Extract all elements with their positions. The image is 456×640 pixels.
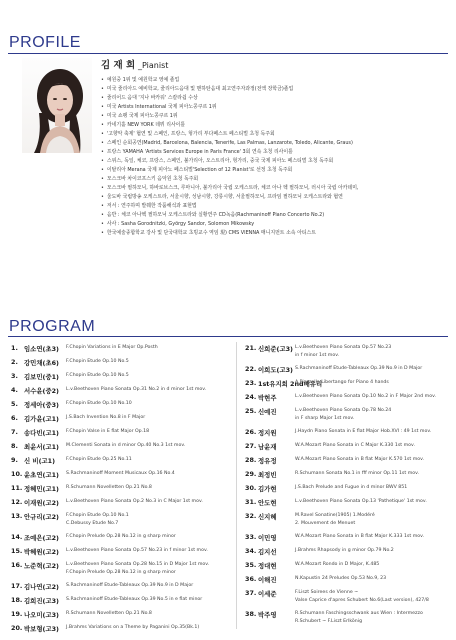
performer-name: 노준혁(고2) — [24, 562, 59, 570]
performer-name: 강민채(초6) — [24, 359, 59, 367]
performer-name: 정혜민(고1) — [24, 485, 59, 493]
piece-title: J.S.Bach Invention No.8 in F Major — [66, 415, 146, 420]
piece-title: R.Schumann Faschingsschwank aus Wien : Intermezzo — [295, 611, 423, 616]
piece-title: Valse Caprice d'apres Schubert No.6(Last version), 427/8 — [295, 598, 429, 603]
performer-name: 이해진 — [258, 576, 277, 584]
entry-number: 27. — [245, 442, 257, 450]
bio-item: • 음반 : 체코 아나헥 필하모닉 오케스트라와 실황연주 CD녹음(Rachmaninoff Piano Concerto No.2) — [101, 211, 451, 220]
performer-name: 박주영 — [258, 611, 277, 619]
program-right-column — [245, 344, 450, 634]
program-divider — [8, 336, 448, 337]
entry-number: 23. — [245, 379, 257, 387]
piece-title: F.Chopin Etude Op.10 No.5 — [66, 373, 129, 378]
piece-title: S.Rachmaninoff Etude-Tableaux Op.39 No.5 in e flat minor — [66, 597, 203, 602]
performer-name: 조예은(고2) — [24, 534, 59, 542]
piece-title: J.Haydn Piano Sonata in E flat Major Hob.XVI : 49 1st mov. — [295, 429, 432, 434]
entry-number: 24. — [245, 393, 257, 401]
bio-item: • 카네기홀 NEW YORK 데뷔 리사이틀 — [101, 121, 451, 130]
entry-number: 12. — [11, 498, 23, 506]
piece-title: N.Kapustin 24 Preludes Op.53 No.9, 23 — [295, 576, 387, 581]
piece-title: F.Chopin Variations in E Major Op.Posth — [66, 345, 158, 350]
entry-number: 35. — [245, 561, 257, 569]
performer-name: 김보민(중1) — [24, 373, 59, 381]
piece-title: S.Rachmaninoff Etude-Tableaux Op.39 No.9 in D Major — [66, 583, 194, 588]
performer-name: 서수윤(중2) — [24, 387, 59, 395]
performer-name: 박혜원(고2) — [24, 548, 59, 556]
entry-number: 31. — [245, 498, 257, 506]
piece-title: L.v.Beethoven Piano Sonata Op.31 No.2 in d minor 1st mov. — [66, 387, 207, 392]
entry-number: 8. — [11, 442, 18, 450]
piece-title: W.A.Mozart Piano Sonata in B flat Major K.333 1st mov. — [295, 534, 425, 539]
profile-divider — [8, 53, 448, 54]
piece-title: L.v.Beethoven Piano Sonata Op.28 No.15 in D Major 1st mov. — [66, 562, 210, 567]
piece-title: L.v.Beethoven Piano Sonata Op.10 No.2 in F Major 2nd mov. — [295, 394, 436, 399]
entry-number: 4. — [11, 386, 18, 394]
performer-name: 나오미(고3) — [24, 611, 59, 619]
piece-title: F.Liszt Soirees de Vienne ~ — [295, 590, 359, 595]
piece-title: W.A.Mozart Piano Sonata in C Major K.330 1st mov. — [295, 443, 415, 448]
program-left-column — [11, 344, 231, 634]
bio-item: • 프랑스 YAMAHA 'Artists Services Europe in Paris France' 3회 연속 초청 리사이틀 — [101, 148, 451, 157]
bio-item: • 사사 : Sasha Gorodnitzki, György Sandor, Solomon Mikowsky — [101, 220, 451, 229]
performer-name: 신지혜 — [258, 513, 277, 521]
entry-number: 33. — [245, 533, 257, 541]
performer-name: 신희준(고3) — [258, 345, 293, 353]
entry-number: 34. — [245, 547, 257, 555]
piece-title: F.Chopin Prelude Op.28 No.12 in g sharp minor — [66, 534, 176, 539]
entry-number: 11. — [11, 484, 23, 492]
role-text: _Pianist — [138, 61, 169, 70]
piece-title: S.Rachmaninoff Moment Musicaux Op.16 No.4 — [66, 471, 175, 476]
piece-title: R.Schumann Sonata No.1 in fff minor Op.11 1st mov. — [295, 471, 420, 476]
performer-name: 이민영 — [258, 534, 277, 542]
piece-title: R.Schumann Novelletten Op.21 No.8 — [66, 485, 152, 490]
piece-title: J.S.Bach Prelude and Fugue in d minor BWV 851 — [295, 485, 408, 490]
pianist-name — [101, 57, 168, 71]
piece-title: in F sharp Major 1st mov. — [295, 416, 355, 421]
entry-number: 15. — [11, 547, 23, 555]
entry-number: 36. — [245, 575, 257, 583]
piece-title: 2. Mouvement de Menuet — [295, 521, 356, 526]
piece-title: C.Debussy Etude No.7 — [66, 521, 119, 526]
performer-name: 이세준 — [258, 590, 277, 598]
piece-title: F.Chopin Valse in E flat Major Op.18 — [66, 429, 150, 434]
entry-number: 6. — [11, 414, 18, 422]
piece-title: L.v.Beethoven Piano Sonata Op.57 No.23 in f minor 1st mov. — [66, 548, 208, 553]
performer-name: 안도현 — [258, 499, 277, 507]
performer-name: 송다빈(고1) — [24, 429, 59, 437]
biography-list — [101, 76, 451, 238]
performer-name: 안규리(고2) — [24, 513, 59, 521]
performer-name: 김지선 — [258, 548, 277, 556]
piece-title: W.A.Mozart Rondo in D Major, K.485 — [295, 562, 380, 567]
bio-item: • '고향악 축제' 협연 및 스페인, 프랑스, 헝가리 부다페스트 페스티벌 초청 독주회 — [101, 130, 451, 139]
piece-title: R.Schumann Novelletten Op.21 No.8 — [66, 611, 152, 616]
piece-title: M.Ravel Sonatine(1905) 1.Modéré — [295, 513, 375, 518]
piece-title: M.Clementi Sonata in d minor Op.40 No.3 1st mov. — [66, 443, 186, 448]
entry-number: 25. — [245, 407, 257, 415]
entry-number: 26. — [245, 428, 257, 436]
program-heading: PROGRAM — [9, 318, 96, 335]
name-text: 김 재 희 — [101, 60, 136, 71]
performer-name: 최윤서(고1) — [24, 443, 59, 451]
performer-name: 이재원(고2) — [24, 499, 59, 507]
bio-item: • 이탈리아 Merana 국제 피아노 페스티벌'Selection of 12 Pianist'로 선정 초청 독주회 — [101, 166, 451, 175]
piece-title: L.v.Beethoven Piano Sonata Op.2 No.3 in C Major 1st mov. — [66, 499, 203, 504]
performer-name: 김가현 — [258, 485, 277, 493]
piece-title: W.A.Mozart Piano Sonata in B flat Major K.570 1st mov. — [295, 457, 425, 462]
bio-item: • 줄리어드 음대 '지나 바카워' 스칼라쉽 수상 — [101, 94, 451, 103]
bio-item: • 저서 : 연주하며 발췌한 작품해석과 표현법 — [101, 202, 451, 211]
entry-number: 10. — [11, 470, 23, 478]
piece-title: F.Chopin Prelude Op.28 No.12 in g sharp minor — [66, 570, 176, 575]
entry-number: 38. — [245, 610, 257, 618]
piece-title: F.Chopin Etude Op.10 No.10 — [66, 401, 132, 406]
piece-title: F.Chopin Etude Op.25 No.11 — [66, 457, 132, 462]
performer-name: 박현주 — [258, 394, 277, 402]
performer-name: 윤초연(고1) — [24, 471, 59, 479]
entry-number: 20. — [11, 624, 23, 632]
bio-item: • 스위스, 독일, 체코, 프랑스, 스페인, 불가리아, 오스트리아, 헝가리, 중국 국제 피아노 페스티벌 초청 독주회 — [101, 157, 451, 166]
bio-item: • 한국예술종합학교 강사 및 단국대학교 초빙교수 역임 現) CMS VIENNA 매니지먼트 소속 아티스트 — [101, 229, 451, 238]
performer-name: 정대현 — [258, 562, 277, 570]
piece-title: S.Rachmaninoff Etude-Tableaux Op.39 No.9 in D Major — [295, 366, 423, 371]
piece-title: A.Piazzolla Libertango for Piano 4 hands — [295, 380, 389, 385]
piece-title: L.v.Beethoven Piano Sonata Op.13 'Pathetique' 1st mov. — [295, 499, 427, 504]
performer-name: 1st유지희 2nd배유리 — [258, 380, 323, 388]
performer-name: 신 비(고1) — [24, 457, 56, 465]
performer-name: 남윤재 — [258, 443, 277, 451]
profile-heading: PROFILE — [9, 34, 81, 51]
performer-name: 임소연(초3) — [24, 345, 59, 353]
bio-item: • 모스크바 필하모닉, 하바로브스크, 루마니아, 불가리아 국립 오케스트라, 체코 아나 헥 필하모닉, 러시아 국립 아카데미, — [101, 184, 451, 193]
piece-title: F.Chopin Etude Op.10 No.1 — [66, 513, 129, 518]
entry-number: 37. — [245, 589, 257, 597]
entry-number: 7. — [11, 428, 18, 436]
performer-name: 최정빈 — [258, 471, 277, 479]
performer-name: 김나연(고2) — [24, 583, 59, 591]
entry-number: 30. — [245, 484, 257, 492]
piece-title: R.Schubert ~ F.Liszt Erlkönig — [295, 619, 363, 624]
entry-number: 5. — [11, 400, 18, 408]
pianist-portrait — [22, 58, 92, 153]
performer-name: 정지원 — [258, 429, 277, 437]
performer-name: 신예진 — [258, 408, 277, 416]
bio-item: • 스페인 순회공연(Madrid, Barcelona, Balencia, Tenerife, Las Palmas, Lanzarote, Toledo, Alicante, Graus) — [101, 139, 451, 148]
entry-number: 13. — [11, 512, 23, 520]
bio-item: • 모스크바 차이코프스키 음악원 초청 독주회 — [101, 175, 451, 184]
entry-number: 3. — [11, 372, 18, 380]
performer-name: 정세아(중3) — [24, 401, 59, 409]
bio-item: • 미국 줄리아드 예비학교, 줄리아드음대 및 맨하탄음대 최고연주자과정(전액 장학금)졸업 — [101, 85, 451, 94]
piece-title: J.Brahms Variations on a Theme by Paganini Op.35(Bk.1) — [66, 625, 200, 630]
entry-number: 19. — [11, 610, 23, 618]
column-divider — [236, 342, 237, 629]
entry-number: 17. — [11, 582, 23, 590]
performer-name: 김가윤(고1) — [24, 415, 59, 423]
entry-number: 28. — [245, 456, 257, 464]
performer-name: 박보형(고3) — [24, 625, 59, 633]
entry-number: 1. — [11, 344, 18, 352]
piece-title: L.v.Beethoven Piano Sonata Op.57 No.23 — [295, 345, 392, 350]
performer-name: 정유정 — [258, 457, 277, 465]
entry-number: 32. — [245, 512, 257, 520]
piece-title: J.Brahms Rhapsody in g minor Op.79 No.2 — [295, 548, 394, 553]
bio-item: • 미국 Artists International 국제 피아노콩쿠르 1위 — [101, 103, 451, 112]
entry-number: 18. — [11, 596, 23, 604]
piece-title: in f minor 1st mov. — [295, 353, 340, 358]
piece-title: L.v.Beethoven Piano Sonata Op.78 No.24 — [295, 408, 392, 413]
bio-item: • 예원중 1위 및 예원학교 영예 졸업 — [101, 76, 451, 85]
entry-number: 14. — [11, 533, 23, 541]
entry-number: 21. — [245, 344, 257, 352]
bio-item: • 울도바 국립방송 오케스트라, 서울시향, 성남시향, 강릉시향, 서울필하모닉, 프라임 필하모닉 오케스트라와 협연 — [101, 193, 451, 202]
performer-name: 이희도(고3) — [258, 366, 293, 374]
entry-number: 9. — [11, 456, 18, 464]
piece-title: F.Chopin Etude Op.10 No.5 — [66, 359, 129, 364]
entry-number: 22. — [245, 365, 257, 373]
bio-item: • 미국 쇼팽 국제 피아노콩쿠르 1위 — [101, 112, 451, 121]
entry-number: 2. — [11, 358, 18, 366]
entry-number: 29. — [245, 470, 257, 478]
performer-name: 김희진(고3) — [24, 597, 59, 605]
entry-number: 16. — [11, 561, 23, 569]
